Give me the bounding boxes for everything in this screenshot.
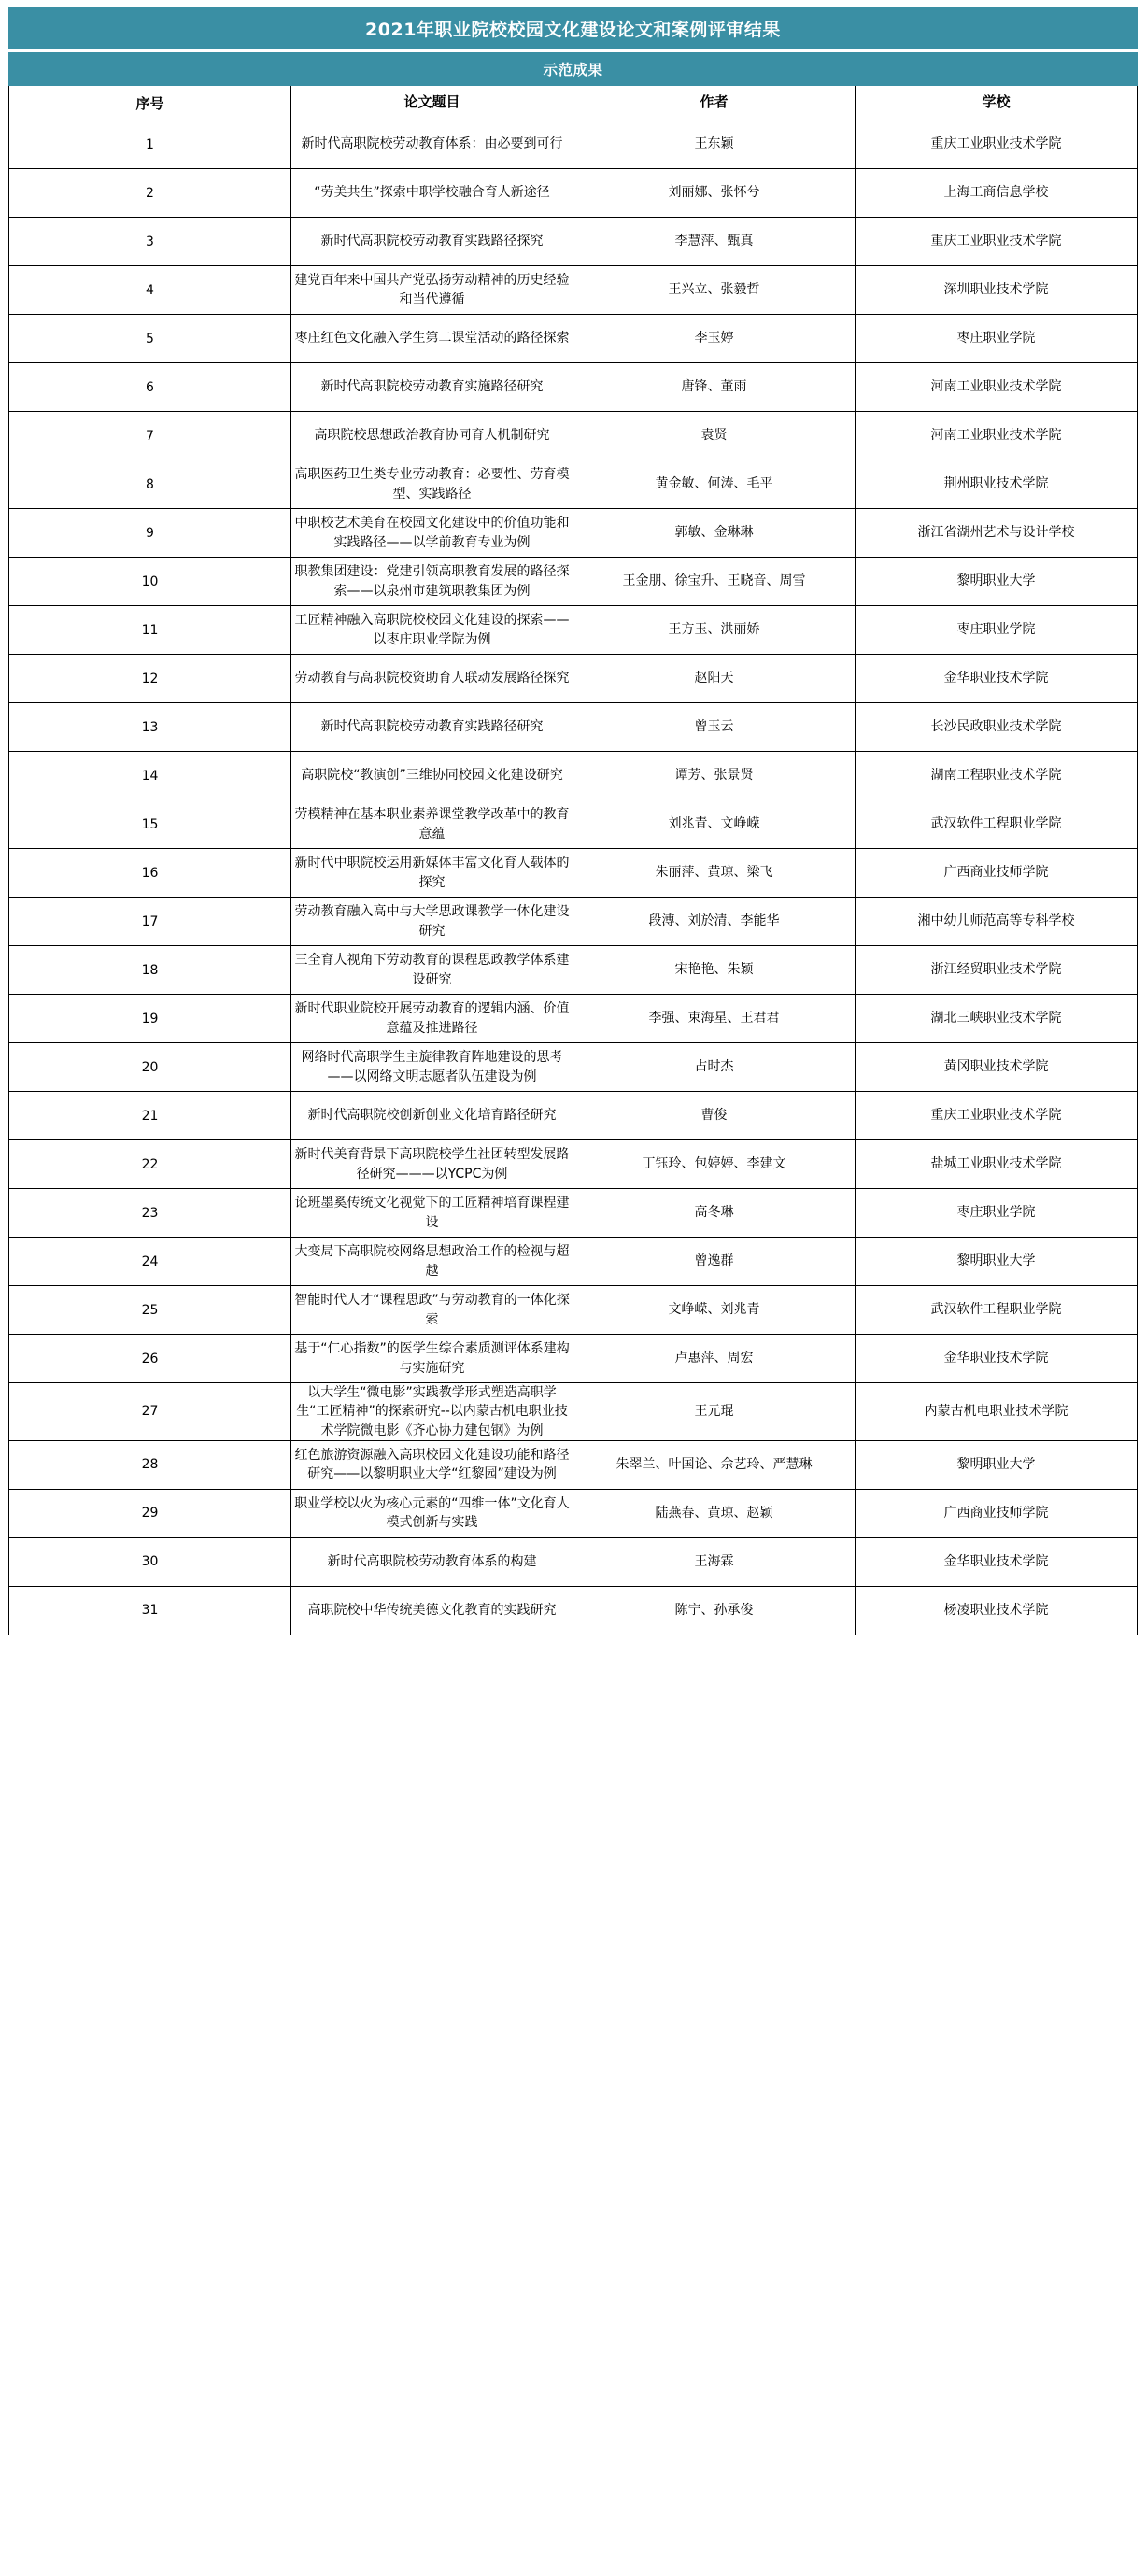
paper-title: 职教集团建设：党建引领高职教育发展的路径探索——以泉州市建筑职教集团为例 [291, 558, 573, 606]
row-index: 9 [9, 509, 291, 558]
row-index: 2 [9, 169, 291, 218]
column-header-title: 论文题目 [291, 86, 573, 120]
paper-author: 陆燕春、黄琼、赵颖 [573, 1489, 856, 1537]
paper-school: 金华职业技术学院 [856, 1537, 1138, 1586]
paper-author: 赵阳天 [573, 655, 856, 703]
table-row [9, 703, 1138, 752]
paper-school: 河南工业职业技术学院 [856, 363, 1138, 412]
review-results-table [8, 7, 1138, 1635]
paper-title: 新时代高职院校劳动教育体系的构建 [291, 1537, 573, 1586]
row-index: 16 [9, 849, 291, 898]
table-row [9, 606, 1138, 655]
paper-title: 高职院校中华传统美德文化教育的实践研究 [291, 1586, 573, 1635]
paper-author: 丁钰玲、包婷婷、李建文 [573, 1140, 856, 1189]
title-banner-row [9, 8, 1138, 49]
paper-school: 广西商业技师学院 [856, 1489, 1138, 1537]
table-row [9, 218, 1138, 266]
paper-title: 劳动教育融入高中与大学思政课教学一体化建设研究 [291, 898, 573, 946]
paper-author: 占时杰 [573, 1043, 856, 1092]
paper-title: 新时代中职院校运用新媒体丰富文化育人载体的探究 [291, 849, 573, 898]
table-row [9, 849, 1138, 898]
table-row [9, 1238, 1138, 1286]
paper-title: 网络时代高职学生主旋律教育阵地建设的思考——以网络文明志愿者队伍建设为例 [291, 1043, 573, 1092]
paper-author: 宋艳艳、朱颖 [573, 946, 856, 995]
paper-title: 高职院校思想政治教育协同育人机制研究 [291, 412, 573, 460]
table-row [9, 898, 1138, 946]
paper-title: 新时代职业院校开展劳动教育的逻辑内涵、价值意蕴及推进路径 [291, 995, 573, 1043]
paper-school: 上海工商信息学校 [856, 169, 1138, 218]
paper-title: 高职院校“教演创”三维协同校园文化建设研究 [291, 752, 573, 800]
paper-title: 职业学校以火为核心元素的“四维一体”文化育人模式创新与实践 [291, 1489, 573, 1537]
paper-school: 武汉软件工程职业学院 [856, 800, 1138, 849]
paper-school: 重庆工业职业技术学院 [856, 120, 1138, 169]
table-row [9, 558, 1138, 606]
paper-school: 长沙民政职业技术学院 [856, 703, 1138, 752]
row-index: 25 [9, 1286, 291, 1335]
paper-title: 红色旅游资源融入高职校园文化建设功能和路径研究——以黎明职业大学“红黎园”建设为例 [291, 1440, 573, 1489]
paper-title: 大变局下高职院校网络思想政治工作的检视与超越 [291, 1238, 573, 1286]
paper-author: 王兴立、张毅哲 [573, 266, 856, 315]
table-row [9, 1383, 1138, 1441]
paper-title: 劳动教育与高职院校资助育人联动发展路径探究 [291, 655, 573, 703]
table-row [9, 412, 1138, 460]
paper-title: 新时代高职院校创新创业文化培育路径研究 [291, 1092, 573, 1140]
paper-school: 河南工业职业技术学院 [856, 412, 1138, 460]
paper-school: 杨凌职业技术学院 [856, 1586, 1138, 1635]
row-index: 30 [9, 1537, 291, 1586]
paper-author: 李强、束海星、王君君 [573, 995, 856, 1043]
paper-school: 武汉软件工程职业学院 [856, 1286, 1138, 1335]
paper-school: 广西商业技师学院 [856, 849, 1138, 898]
row-index: 23 [9, 1189, 291, 1238]
page-title: 2021年职业院校校园文化建设论文和案例评审结果 [9, 8, 1138, 49]
paper-author: 谭芳、张景贤 [573, 752, 856, 800]
paper-author: 曾玉云 [573, 703, 856, 752]
table-row [9, 509, 1138, 558]
table-row [9, 655, 1138, 703]
row-index: 29 [9, 1489, 291, 1537]
paper-author: 李慧萍、甄真 [573, 218, 856, 266]
table-row [9, 1189, 1138, 1238]
paper-school: 枣庄职业学院 [856, 606, 1138, 655]
table-row [9, 169, 1138, 218]
paper-school: 金华职业技术学院 [856, 655, 1138, 703]
paper-title: 新时代高职院校劳动教育实践路径探究 [291, 218, 573, 266]
table-row [9, 120, 1138, 169]
paper-title: 建党百年来中国共产党弘扬劳动精神的历史经验和当代遵循 [291, 266, 573, 315]
table-row [9, 1140, 1138, 1189]
row-index: 13 [9, 703, 291, 752]
paper-title: “劳美共生”探索中职学校融合育人新途径 [291, 169, 573, 218]
table-row [9, 946, 1138, 995]
paper-title: 高职医药卫生类专业劳动教育：必要性、劳育模型、实践路径 [291, 460, 573, 509]
row-index: 4 [9, 266, 291, 315]
table-row [9, 1489, 1138, 1537]
paper-author: 唐锋、董雨 [573, 363, 856, 412]
paper-title: 基于“仁心指数”的医学生综合素质测评体系建构与实施研究 [291, 1335, 573, 1383]
table-row [9, 1537, 1138, 1586]
column-header-school: 学校 [856, 86, 1138, 120]
paper-school: 金华职业技术学院 [856, 1335, 1138, 1383]
paper-school: 重庆工业职业技术学院 [856, 218, 1138, 266]
table-row [9, 1440, 1138, 1489]
row-index: 17 [9, 898, 291, 946]
row-index: 24 [9, 1238, 291, 1286]
row-index: 11 [9, 606, 291, 655]
table-row [9, 1286, 1138, 1335]
paper-title: 枣庄红色文化融入学生第二课堂活动的路径探索 [291, 315, 573, 363]
column-header-author: 作者 [573, 86, 856, 120]
paper-title: 论班墨奚传统文化视觉下的工匠精神培育课程建设 [291, 1189, 573, 1238]
subtitle-banner-row [9, 53, 1138, 86]
paper-author: 段溥、刘於清、李能华 [573, 898, 856, 946]
paper-title: 三全育人视角下劳动教育的课程思政教学体系建设研究 [291, 946, 573, 995]
section-subtitle: 示范成果 [9, 53, 1138, 86]
row-index: 21 [9, 1092, 291, 1140]
row-index: 15 [9, 800, 291, 849]
table-row [9, 800, 1138, 849]
paper-author: 曹俊 [573, 1092, 856, 1140]
paper-title: 新时代高职院校劳动教育实施路径研究 [291, 363, 573, 412]
paper-title: 新时代美育背景下高职院校学生社团转型发展路径研究———以YCPC为例 [291, 1140, 573, 1189]
table-row [9, 752, 1138, 800]
row-index: 6 [9, 363, 291, 412]
paper-author: 高冬琳 [573, 1189, 856, 1238]
paper-author: 文峥嵘、刘兆青 [573, 1286, 856, 1335]
paper-school: 枣庄职业学院 [856, 1189, 1138, 1238]
paper-school: 浙江经贸职业技术学院 [856, 946, 1138, 995]
paper-school: 重庆工业职业技术学院 [856, 1092, 1138, 1140]
paper-title: 劳模精神在基本职业素养课堂教学改革中的教育意蕴 [291, 800, 573, 849]
paper-author: 郭敏、金琳琳 [573, 509, 856, 558]
row-index: 20 [9, 1043, 291, 1092]
paper-author: 刘兆青、文峥嵘 [573, 800, 856, 849]
paper-title: 以大学生“微电影”实践教学形式塑造高职学生“工匠精神”的探索研究--以内蒙古机电职业技术学院微电影《齐心协力建包钢》为例 [291, 1383, 573, 1441]
table-row [9, 363, 1138, 412]
paper-author: 王元琨 [573, 1383, 856, 1441]
row-index: 28 [9, 1440, 291, 1489]
row-index: 26 [9, 1335, 291, 1383]
paper-author: 朱丽萍、黄琼、梁飞 [573, 849, 856, 898]
paper-author: 陈宁、孙承俊 [573, 1586, 856, 1635]
paper-school: 黄冈职业技术学院 [856, 1043, 1138, 1092]
table-header-row [9, 86, 1138, 120]
paper-school: 深圳职业技术学院 [856, 266, 1138, 315]
row-index: 1 [9, 120, 291, 169]
paper-author: 李玉婷 [573, 315, 856, 363]
table-row [9, 266, 1138, 315]
paper-author: 王海霖 [573, 1537, 856, 1586]
paper-author: 袁贤 [573, 412, 856, 460]
row-index: 14 [9, 752, 291, 800]
paper-school: 内蒙古机电职业技术学院 [856, 1383, 1138, 1441]
paper-school: 湖南工程职业技术学院 [856, 752, 1138, 800]
table-body [9, 8, 1138, 1635]
paper-school: 黎明职业大学 [856, 1440, 1138, 1489]
paper-school: 荆州职业技术学院 [856, 460, 1138, 509]
paper-author: 刘丽娜、张怀兮 [573, 169, 856, 218]
paper-author: 卢惠萍、周宏 [573, 1335, 856, 1383]
paper-school: 枣庄职业学院 [856, 315, 1138, 363]
paper-school: 浙江省湖州艺术与设计学校 [856, 509, 1138, 558]
table-row [9, 995, 1138, 1043]
paper-title: 中职校艺术美育在校园文化建设中的价值功能和实践路径——以学前教育专业为例 [291, 509, 573, 558]
table-row [9, 460, 1138, 509]
row-index: 5 [9, 315, 291, 363]
table-row [9, 1043, 1138, 1092]
row-index: 18 [9, 946, 291, 995]
paper-author: 王金朋、徐宝升、王晓音、周雪 [573, 558, 856, 606]
paper-title: 新时代高职院校劳动教育体系：由必要到可行 [291, 120, 573, 169]
table-row [9, 1335, 1138, 1383]
paper-school: 盐城工业职业技术学院 [856, 1140, 1138, 1189]
row-index: 7 [9, 412, 291, 460]
table-row [9, 1586, 1138, 1635]
row-index: 3 [9, 218, 291, 266]
table-row [9, 1092, 1138, 1140]
paper-school: 黎明职业大学 [856, 1238, 1138, 1286]
row-index: 22 [9, 1140, 291, 1189]
row-index: 27 [9, 1383, 291, 1441]
paper-author: 王东颖 [573, 120, 856, 169]
paper-school: 黎明职业大学 [856, 558, 1138, 606]
paper-school: 湖北三峡职业技术学院 [856, 995, 1138, 1043]
row-index: 19 [9, 995, 291, 1043]
paper-author: 曾逸群 [573, 1238, 856, 1286]
paper-author: 朱翠兰、叶国论、佘艺玲、严慧琳 [573, 1440, 856, 1489]
row-index: 10 [9, 558, 291, 606]
column-header-index: 序号 [9, 86, 291, 120]
paper-title: 新时代高职院校劳动教育实践路径研究 [291, 703, 573, 752]
row-index: 8 [9, 460, 291, 509]
paper-title: 智能时代人才“课程思政”与劳动教育的一体化探索 [291, 1286, 573, 1335]
paper-author: 黄金敏、何涛、毛平 [573, 460, 856, 509]
paper-title: 工匠精神融入高职院校校园文化建设的探索——以枣庄职业学院为例 [291, 606, 573, 655]
table-row [9, 315, 1138, 363]
row-index: 12 [9, 655, 291, 703]
row-index: 31 [9, 1586, 291, 1635]
paper-school: 湘中幼儿师范高等专科学校 [856, 898, 1138, 946]
paper-author: 王方玉、洪丽娇 [573, 606, 856, 655]
